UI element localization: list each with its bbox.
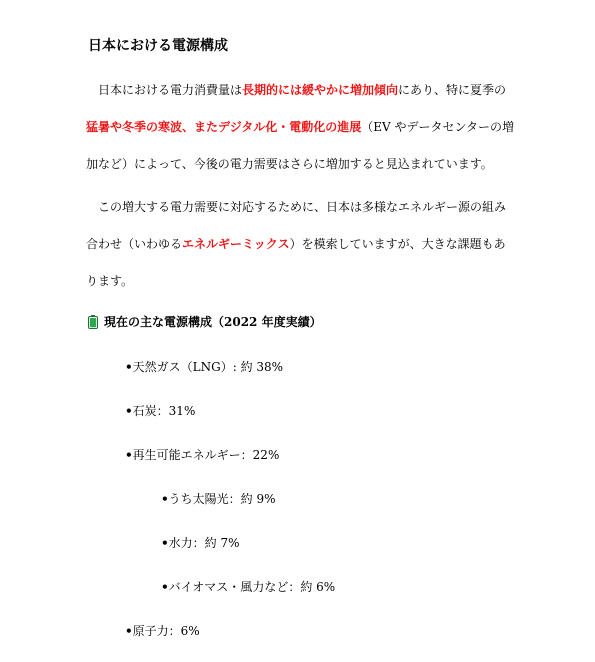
list-item-hydro (161, 534, 240, 552)
bullet: • (161, 492, 169, 506)
paragraph-electricity-demand (86, 72, 516, 183)
list-item-text: 石炭：31% (132, 404, 196, 418)
paragraph1-text-2: にあり、特に夏季の (398, 83, 507, 97)
paragraph2-highlight-1: エネルギーミックス (182, 237, 290, 251)
bullet: • (125, 448, 133, 462)
list-item-renewables (125, 446, 279, 464)
battery-icon (88, 315, 98, 329)
paragraph1-highlight-2: 猛暑や冬季の寒波、またデジタル化・電動化の進展 (86, 120, 362, 134)
paragraph2-text-2: ）を模索していますが、大きな課題もあります。 (86, 237, 506, 288)
bullet: • (125, 404, 133, 418)
list-item-text: 再生可能エネルギー：22% (132, 448, 280, 462)
section-heading-power-mix (88, 313, 322, 331)
list-item-lng (125, 358, 283, 376)
paragraph-energy-mix (86, 189, 516, 300)
list-item-solar (161, 490, 276, 508)
paragraph2-text-1: この増大する電力需要に対応するために、日本は多様なエネルギー源の組み合わせ（いわゆる (86, 200, 507, 251)
list-item-text: 天然ガス（LNG）: 約 38% (132, 360, 284, 374)
list-item-text: 原子力：6% (132, 624, 200, 638)
paragraph1-text-3: （EV やデータセンターの増加など）によって、今後の電力需要はさらに増加すると見込まれています。 (86, 120, 515, 171)
list-item-text: うち太陽光：約 9% (168, 492, 276, 506)
bullet: • (161, 536, 169, 550)
document-title: 日本における電源構成 (88, 38, 228, 54)
list-item-text: バイオマス・風力など：約 6% (168, 580, 336, 594)
bullet: • (161, 580, 169, 594)
section-heading-text: 現在の主な電源構成（2022 年度実績） (104, 315, 322, 329)
list-item-coal (125, 402, 195, 420)
list-item-nuclear (125, 622, 200, 640)
list-item-text: 水力：約 7% (168, 536, 240, 550)
paragraph1-highlight-1: 長期的には緩やかに増加傾向 (242, 83, 399, 97)
paragraph1-text-1: 日本における電力消費量は (98, 83, 243, 97)
bullet: • (125, 360, 133, 374)
list-item-biomass-wind (161, 578, 335, 596)
bullet: • (125, 624, 133, 638)
